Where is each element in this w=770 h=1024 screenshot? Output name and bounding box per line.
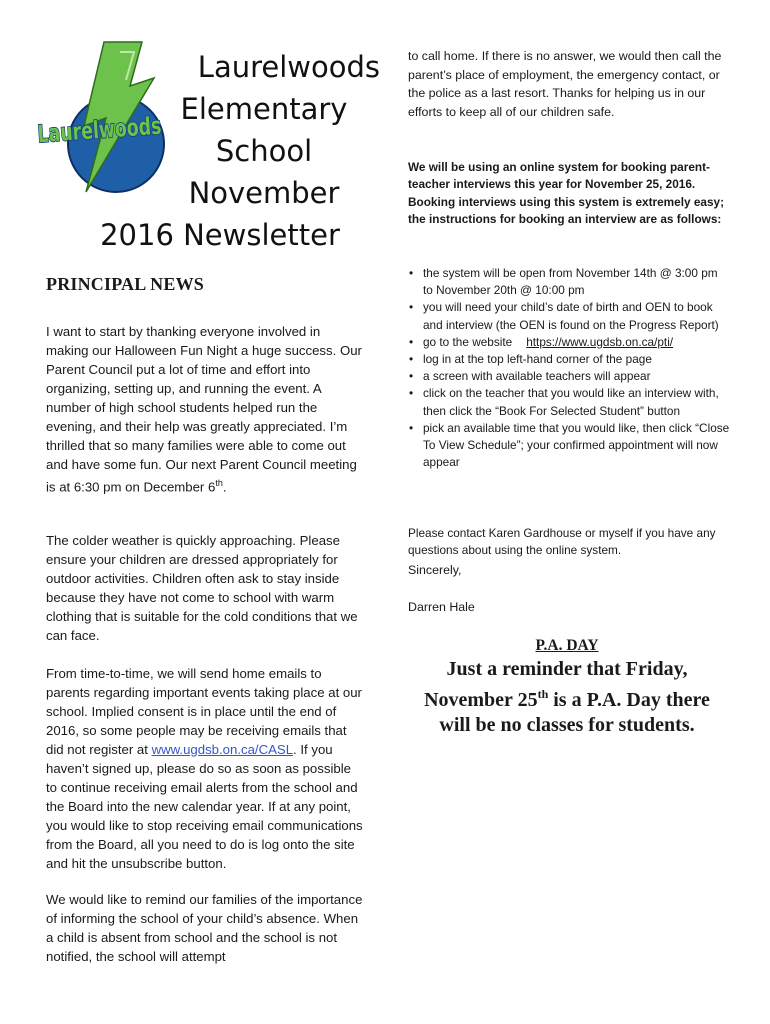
list-item: • pick an available time that you would like, then click “Close To View Schedule”; your confirmed appointment will now appear — [409, 420, 730, 470]
booking-url-link[interactable]: https://www.ugdsb.on.ca/pti/ — [526, 334, 674, 349]
title-line-2: Elementary — [180, 92, 348, 126]
principal-news-heading: PRINCIPAL NEWS — [46, 274, 204, 294]
pa-day-heading: P.A. DAY — [535, 637, 599, 654]
paragraph-cold-weather: The colder weather is quickly approaching. Please ensure your children are dressed appropriately for outdoor activities. Children often ask to stay inside because they have not come to school with warm clothing that is suitable for the cold conditions that we can face. — [46, 533, 358, 643]
title-line-5: 2016 Newsletter — [100, 218, 340, 252]
list-item: • go to the website https://www.ugdsb.on.ca/pti/ — [409, 334, 674, 349]
title-line-4: November — [188, 176, 340, 210]
pa-day-reminder: Just a reminder that Friday, November 25th is a P.A. Day there will be no classes for students. — [424, 658, 710, 736]
newsletter-title — [60, 46, 380, 256]
list-item: • click on the teacher that you would like an interview with, then click the “Book For Selected Student” button — [409, 386, 719, 418]
list-item: • the system will be open from November 14th @ 3:00 pm to November 20th @ 10:00 pm — [409, 266, 718, 298]
list-item: • log in at the top left-hand corner of the page — [409, 352, 652, 367]
casl-link[interactable]: www.ugdsb.on.ca/CASL — [151, 742, 294, 757]
title-line-1: Laurelwoods — [197, 50, 380, 84]
paragraph-absence: We would like to remind our families of the importance of informing the school of your child’s absence. When a child is absent from school and the school is not notified, the school will attempt — [46, 892, 363, 964]
logo-text: Laurelwoods — [36, 108, 210, 149]
title-line-3: School — [215, 134, 313, 168]
contact-text: Please contact Karen Gardhouse or myself if you have any questions about using the online system. — [408, 526, 716, 558]
paragraph-emails: From time-to-time, we will send home emails to parents regarding important events taking place at our school. Implied consent is in place until the end of 2016, so some people may be receiving emails that did not register at www.ugdsb.on.ca/CASL. If you haven’t signed up, please do so as soon as possible to continue receiving email alerts from the school and the Board into the new calendar year. If at any point, you would like to stop receiving email communications from the Board, all you need to do is log onto the site and hit the unsubscribe button. — [46, 666, 363, 871]
closing-sincerely: Sincerely, — [408, 563, 462, 577]
signature-name: Darren Hale — [408, 600, 475, 614]
list-item: • you will need your child’s date of birth and OEN to book and interview (the OEN is found on the Progress Report) — [409, 300, 719, 332]
paragraph-halloween: I want to start by thanking everyone involved in making our Halloween Fun Night a huge success. Our Parent Council put a lot of time and effort into organizing, setting up, and running the event. A number of high school students helped run the evening, and their help was greatly appreciated. I’m thrilled that so many families were able to come out and have some fun. Our next Parent Council meeting is at 6:30 pm on December 6th. — [46, 324, 362, 495]
list-item: • a screen with available teachers will appear — [409, 369, 651, 384]
booking-intro: We will be using an online system for booking parent-teacher interviews this year for November 25, 2016. Booking interviews using this system is extremely easy; the instructions for booking an interview are as follows: — [408, 160, 725, 226]
booking-steps-list — [408, 265, 730, 471]
paragraph-absence-continued: to call home. If there is no answer, we would then call the parent’s place of employment, the emergency contact, or the police as a last resort. Thanks for helping us in our efforts to keep all of our children safe. — [408, 49, 722, 120]
